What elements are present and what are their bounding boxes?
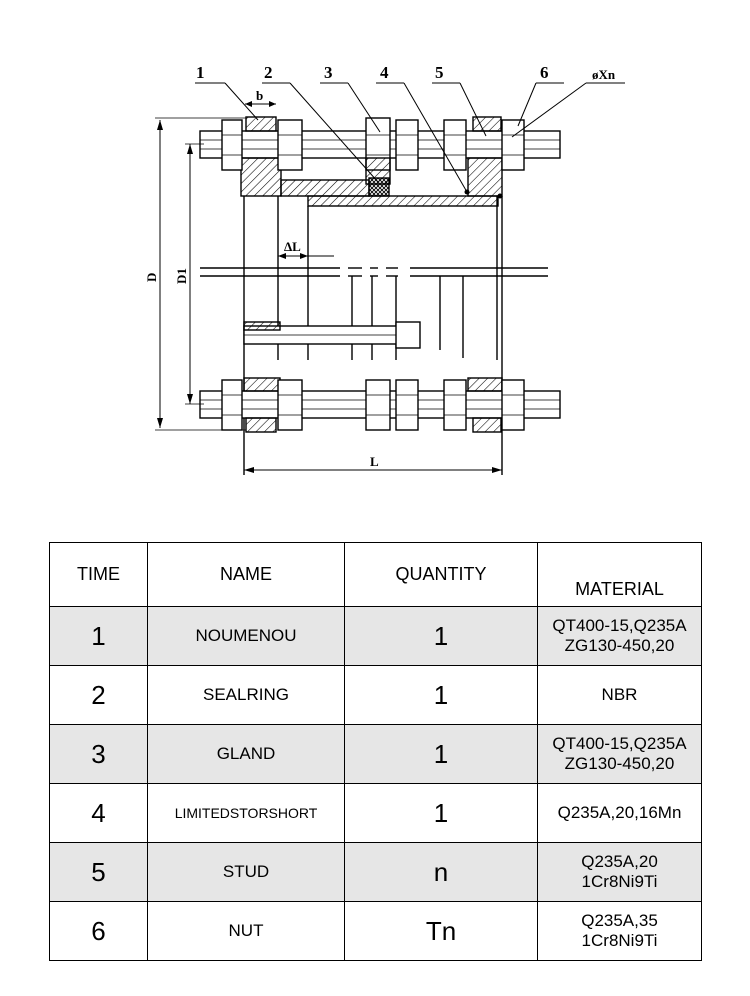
row-time: 2: [50, 666, 148, 725]
row-quantity: 1: [345, 607, 538, 666]
body-flange-upper: [241, 158, 281, 196]
table-row: [50, 902, 702, 961]
row-material: QT400-15,Q235A ZG130-450,20: [538, 607, 702, 666]
row-material: Q235A,20 1Cr8Ni9Ti: [538, 843, 702, 902]
nut-upper-2: [278, 120, 302, 170]
callout-2: 2: [264, 63, 273, 82]
pipe-wall-upper: [308, 196, 498, 206]
callout-3: 3: [324, 63, 333, 82]
row-time: 5: [50, 843, 148, 902]
row-time: 6: [50, 902, 148, 961]
table-header-row: [50, 543, 702, 607]
row-name: STUD: [148, 843, 345, 902]
header-material: MATERIAL: [538, 543, 702, 607]
nut-upper-right: [502, 120, 524, 170]
header-name: NAME: [148, 543, 345, 607]
nut-lower-1: [222, 380, 242, 430]
row-material: Q235A,35 1Cr8Ni9Ti: [538, 902, 702, 961]
right-flange-upper: [468, 158, 502, 196]
row-time: 1: [50, 607, 148, 666]
callout-1: 1: [196, 63, 205, 82]
row-quantity: 1: [345, 666, 538, 725]
row-material: QT400-15,Q235A ZG130-450,20: [538, 725, 702, 784]
header-time: TIME: [50, 543, 148, 607]
table-row: [50, 725, 702, 784]
row-material: NBR: [538, 666, 702, 725]
callout-6: 6: [540, 63, 549, 82]
table-row: [50, 607, 702, 666]
row-quantity: 1: [345, 784, 538, 843]
row-time: 4: [50, 784, 148, 843]
row-name: SEALRING: [148, 666, 345, 725]
row-quantity: Tn: [345, 902, 538, 961]
callout-5: 5: [435, 63, 444, 82]
parts-table: [49, 542, 702, 961]
row-quantity: 1: [345, 725, 538, 784]
dim-d1-label: D1: [174, 268, 189, 284]
sealing-ring: [369, 178, 389, 196]
row-quantity: n: [345, 843, 538, 902]
bolt-label: øXn: [592, 67, 616, 82]
row-name: NUT: [148, 902, 345, 961]
body-sleeve-upper: [281, 180, 369, 196]
table-row: [50, 843, 702, 902]
dim-d-label: D: [144, 272, 159, 282]
row-name: GLAND: [148, 725, 345, 784]
row-name: LIMITEDSTORSHORT: [148, 784, 345, 843]
row-name: NOUMENOU: [148, 607, 345, 666]
nut-upper-1: [222, 120, 242, 170]
callout-4: 4: [380, 63, 389, 82]
header-quantity: QUANTITY: [345, 543, 538, 607]
dim-l-label: L: [370, 454, 379, 469]
table-row: [50, 784, 702, 843]
dim-dl-label: ΔL: [284, 239, 301, 254]
table-row: [50, 666, 702, 725]
row-material: Q235A,20,16Mn: [538, 784, 702, 843]
dim-b-label: b: [256, 88, 264, 103]
row-time: 3: [50, 725, 148, 784]
